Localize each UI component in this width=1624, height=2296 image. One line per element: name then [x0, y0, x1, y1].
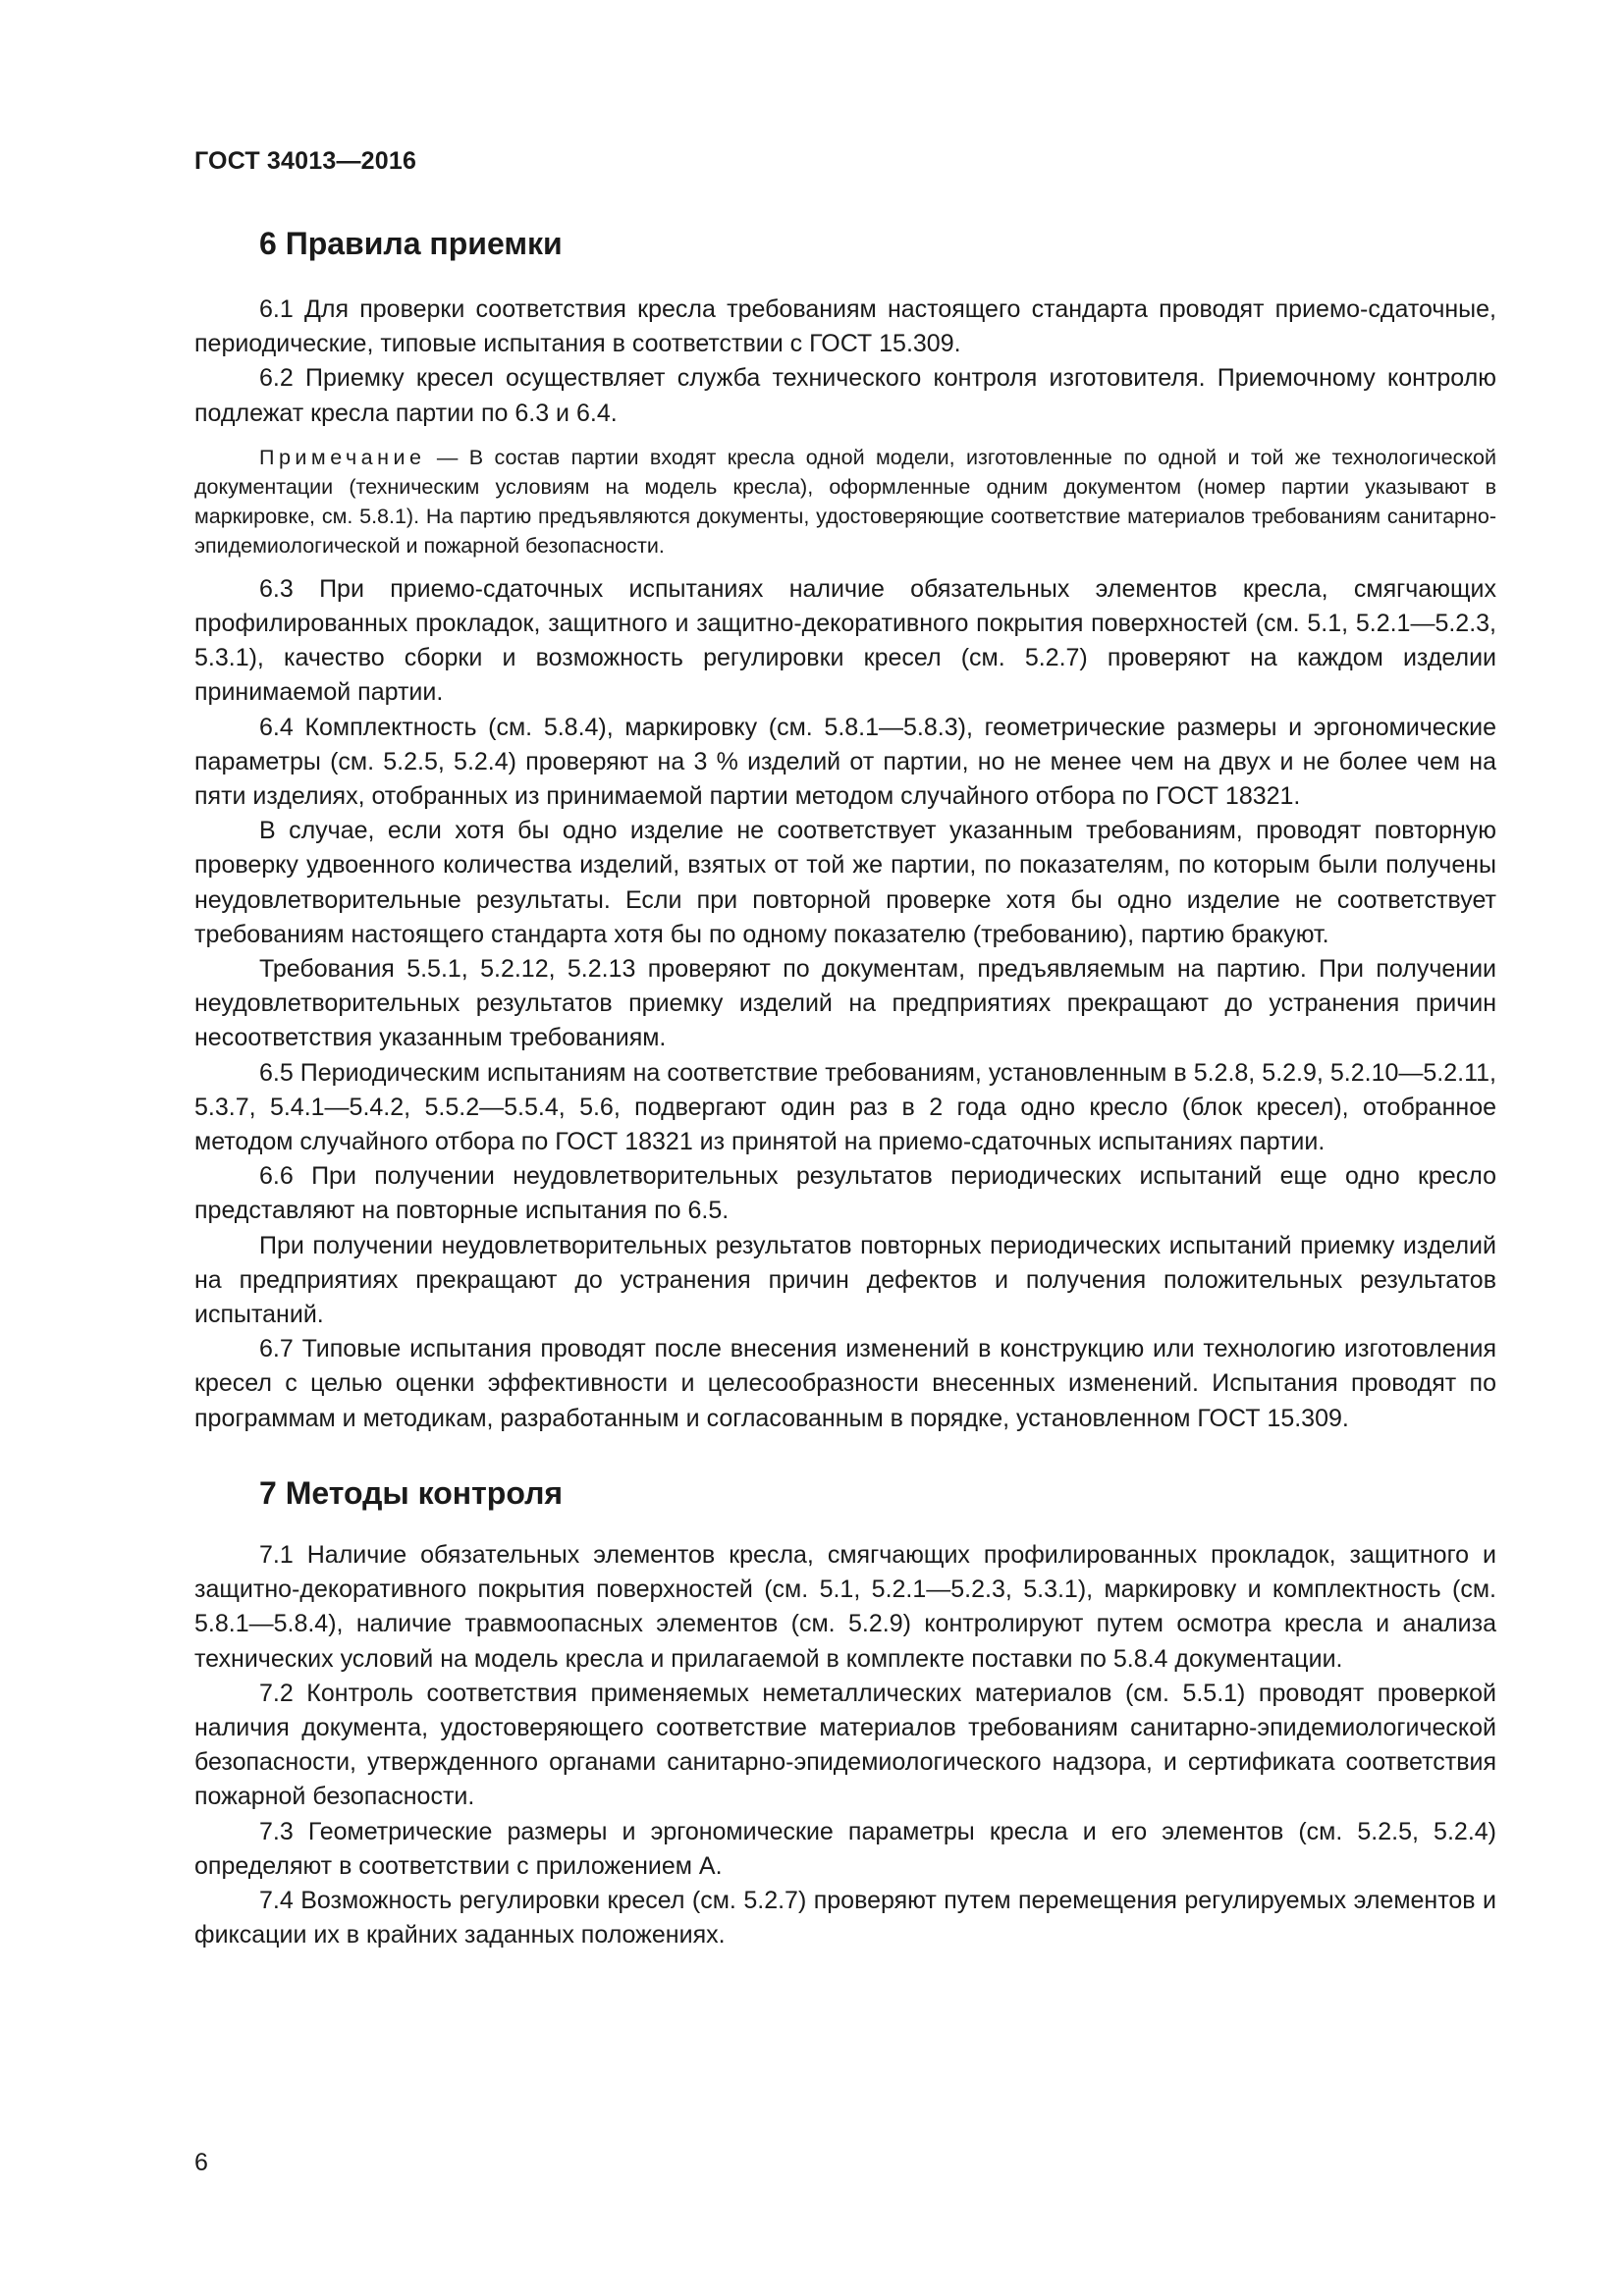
page-content [194, 224, 1496, 1952]
paragraph-6-6-repeat: При получении неудовлетворительных результатов повторных периодических испытаний приемку изделий на предприятиях прекращают до устранения причин дефектов и получения положительных результатов испытаний. [194, 1231, 1496, 1329]
paragraph-7-1: 7.1 Наличие обязательных элементов кресла, смягчающих профилированных прокладок, защитного и защитно-декоративного покрытия поверхностей (см. 5.1, 5.2.1—5.2.3, 5.3.1), маркировку и комплектность (см. 5.8.1—5.8.4), наличие травмоопасных элементов (см. 5.2.9) контролируют путем осмотра кресла и анализа технических условий на модель кресла и прилагаемой в комплекте поставки по 5.8.4 документации. [194, 1540, 1496, 1673]
paragraph-6-4-documents: Требования 5.5.1, 5.2.12, 5.2.13 проверяют по документам, предъявляемым на партию. При получении неудовлетворительных результатов приемку изделий на предприятиях прекращают до устранения причин несоответствия указанным требованиям. [194, 955, 1496, 1052]
paragraph-6-1: 6.1 Для проверки соответствия кресла требованиям настоящего стандарта проводят приемо-сдаточные, периодические, типовые испытания в соответствии с ГОСТ 15.309. [194, 295, 1496, 358]
paragraph-6-7: 6.7 Типовые испытания проводят после внесения изменений в конструкцию или технологию изготовления кресел с целью оценки эффективности и целесообразности внесенных изменений. Испытания проводят по программам и методикам, разработанным и согласованным в порядке, установленном ГОСТ 15.309. [194, 1335, 1496, 1432]
section-7-heading: 7 Методы контроля [259, 1474, 564, 1511]
paragraph-6-6: 6.6 При получении неудовлетворительных результатов периодических испытаний еще одно кресло представляют на повторные испытания по 6.5. [194, 1162, 1496, 1225]
paragraph-7-2: 7.2 Контроль соответствия применяемых неметаллических материалов (см. 5.5.1) проводят проверкой наличия документа, удостоверяющего соответствие материалов требованиям санитарно-эпидемиологической безопасности, утвержденного органами санитарно-эпидемиологического надзора, и сертификата соответствия пожарной безопасности. [194, 1679, 1496, 1811]
paragraph-6-3: 6.3 При приемо-сдаточных испытаниях наличие обязательных элементов кресла, смягчающих профилированных прокладок, защитного и защитно-декоративного покрытия поверхностей (см. 5.1, 5.2.1—5.2.3, 5.3.1), качество сборки и возможность регулировки кресел (см. 5.2.7) проверяют на каждом изделии принимаемой партии. [194, 574, 1496, 707]
section-6-heading: 6 Правила приемки [259, 226, 563, 261]
paragraph-6-2: 6.2 Приемку кресел осуществляет служба технического контроля изготовителя. Приемочному контролю подлежат кресла партии по 6.3 и 6.4. [194, 364, 1496, 427]
paragraph-6-5: 6.5 Периодическим испытаниям на соответствие требованиям, установленным в 5.2.8, 5.2.9, 5.2.10—5.2.11, 5.3.7, 5.4.1—5.4.2, 5.5.2—5.5.4, 5.6, подвергают один раз в 2 года одно кресло (блок кресел), отобранное методом случайного отбора по ГОСТ 18321 из принятой на приемо-сдаточных испытаниях партии. [194, 1058, 1496, 1156]
page-number: 6 [194, 2149, 208, 2176]
note [194, 443, 1496, 561]
paragraph-7-4: 7.4 Возможность регулировки кресел (см. 5.2.7) проверяют путем перемещения регулируемых элементов и фиксации их в крайних заданных положениях. [194, 1886, 1496, 1949]
paragraph-6-4-retest: В случае, если хотя бы одно изделие не соответствует указанным требованиям, проводят повторную проверку удвоенного количества изделий, взятых от той же партии, по показателям, по которым были получены неудовлетворительные результаты. Если при повторной проверке хотя бы одно изделие не соответствует требованиям настоящего стандарта хотя бы по одному показателю (требованию), партию бракуют. [194, 817, 1496, 948]
note-label: Примечание [259, 445, 426, 469]
paragraph-7-3: 7.3 Геометрические размеры и эргономические параметры кресла и его элементов (см. 5.2.5, 5.2.4) определяют в соответствии с приложением А. [194, 1817, 1496, 1880]
paragraph-6-4: 6.4 Комплектность (см. 5.8.4), маркировку (см. 5.8.1—5.8.3), геометрические размеры и эргономические параметры (см. 5.2.5, 5.2.4) проверяют на 3 % изделий от партии, но не менее чем на двух и не более чем на пяти изделиях, отобранных из принимаемой партии методом случайного отбора по ГОСТ 18321. [194, 713, 1496, 811]
document-code-header: ГОСТ 34013—2016 [194, 147, 417, 175]
note-text: — В состав партии входят кресла одной модели, изготовленные по одной и той же технологической документации (техническим условиям на модель кресла), оформленные одним документом (номер партии указывают в маркировке, см. 5.8.1). На партию предъявляются документы, удостоверяющие соответствие материалов требованиям санитарно-эпидемиологической и пожарной безопасности. [194, 445, 1496, 558]
